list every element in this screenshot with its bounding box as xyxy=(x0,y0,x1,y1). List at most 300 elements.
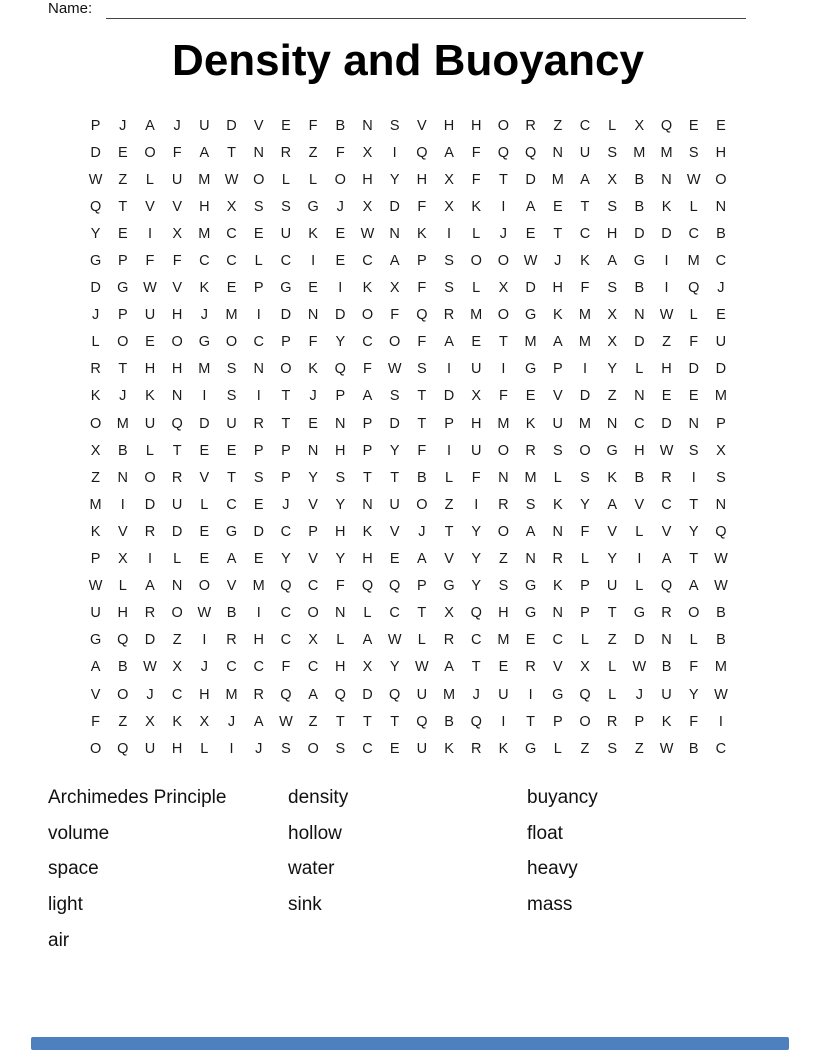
grid-letter: A xyxy=(226,551,237,568)
grid-letter: Q xyxy=(579,686,591,703)
grid-letter: C xyxy=(362,253,373,270)
grid-letter: I xyxy=(447,225,452,242)
grid-letter: U xyxy=(171,496,183,513)
grid-letter: H xyxy=(661,361,672,378)
grid-letter: L xyxy=(336,632,345,649)
grid-letter: Q xyxy=(334,361,346,378)
grid-letter: K xyxy=(362,523,373,540)
grid-letter: K xyxy=(661,198,672,215)
grid-letter: N xyxy=(688,415,699,432)
grid-letter: P xyxy=(417,578,427,595)
grid-letter: B xyxy=(716,632,726,649)
grid-letter: L xyxy=(145,171,154,188)
grid-letter: X xyxy=(172,659,182,676)
grid-letter: G xyxy=(89,253,102,270)
grid-letter: X xyxy=(498,280,509,297)
grid-letter: J xyxy=(282,496,290,513)
grid-letter: P xyxy=(90,551,101,568)
grid-letter: U xyxy=(144,740,156,757)
grid-letter: H xyxy=(715,144,727,161)
grid-letter: W xyxy=(659,442,674,459)
grid-letter: Y xyxy=(389,171,400,188)
grid-letter: X xyxy=(607,171,617,188)
grid-letter: M xyxy=(524,469,537,486)
grid-letter: T xyxy=(390,469,400,486)
grid-letter: I xyxy=(120,496,125,513)
grid-letter: J xyxy=(146,686,154,703)
grid-letter: H xyxy=(606,225,618,242)
grid-letter: K xyxy=(471,198,482,215)
grid-letter: U xyxy=(416,686,428,703)
grid-letter: R xyxy=(525,117,536,134)
grid-letter: N xyxy=(335,605,346,622)
grid-letter: X xyxy=(117,551,128,568)
word-list-item: heavy xyxy=(527,858,578,880)
grid-letter: Y xyxy=(389,442,400,459)
grid-letter: I xyxy=(447,361,452,378)
grid-letter: N xyxy=(552,605,564,622)
grid-letter: S xyxy=(389,388,400,405)
grid-letter: Z xyxy=(634,740,644,757)
grid-letter: S xyxy=(281,198,291,215)
grid-letter: E xyxy=(525,632,536,649)
grid-letter: G xyxy=(117,280,129,297)
grid-letter: K xyxy=(199,280,210,297)
grid-letter: L xyxy=(472,280,481,297)
grid-letter: I xyxy=(311,253,316,270)
grid-letter: N xyxy=(715,198,727,215)
grid-letter: R xyxy=(226,632,237,649)
grid-letter: M xyxy=(198,171,211,188)
grid-letter: B xyxy=(716,225,726,242)
grid-letter: J xyxy=(200,307,208,324)
grid-letter: O xyxy=(715,171,727,188)
grid-letter: B xyxy=(634,171,645,188)
grid-letter: X xyxy=(362,144,373,161)
grid-letter: U xyxy=(90,605,101,622)
grid-letter: F xyxy=(335,578,345,595)
grid-letter: A xyxy=(444,659,454,676)
name-label: Name: xyxy=(48,0,93,17)
grid-letter: R xyxy=(144,605,156,622)
grid-letter: O xyxy=(470,253,482,270)
grid-letter: X xyxy=(145,713,155,730)
grid-letter: E xyxy=(253,496,264,513)
grid-letter: Q xyxy=(89,198,102,215)
grid-letter: N xyxy=(634,307,645,324)
grid-letter: Q xyxy=(117,632,129,649)
grid-letter: Q xyxy=(470,713,482,730)
grid-letter: F xyxy=(281,659,291,676)
grid-letter: R xyxy=(661,605,672,622)
grid-letter: C xyxy=(307,578,319,595)
grid-letter: T xyxy=(281,415,291,432)
grid-letter: D xyxy=(525,280,536,297)
grid-letter: R xyxy=(443,307,455,324)
grid-letter: M xyxy=(714,388,727,405)
grid-letter: Q xyxy=(715,523,727,540)
grid-letter: D xyxy=(226,117,237,134)
grid-letter: C xyxy=(253,659,264,676)
grid-letter: T xyxy=(498,334,508,351)
grid-letter: Y xyxy=(389,659,400,676)
grid-letter: L xyxy=(173,551,182,568)
grid-letter: G xyxy=(307,198,319,215)
grid-letter: L xyxy=(91,334,100,351)
grid-letter: C xyxy=(226,253,237,270)
grid-letter: G xyxy=(524,740,537,757)
grid-letter: K xyxy=(308,361,318,378)
grid-letter: F xyxy=(335,144,345,161)
grid-letter: D xyxy=(389,415,400,432)
grid-letter: P xyxy=(117,253,128,270)
grid-letter: W xyxy=(387,361,402,378)
grid-letter: V xyxy=(552,388,563,405)
grid-letter: H xyxy=(552,280,564,297)
grid-letter: C xyxy=(715,740,727,757)
grid-letter: O xyxy=(497,307,510,324)
grid-letter: O xyxy=(144,469,156,486)
grid-letter: V xyxy=(199,469,210,486)
grid-letter: G xyxy=(198,334,210,351)
grid-letter: N xyxy=(552,144,564,161)
grid-letter: W xyxy=(686,171,701,188)
grid-letter: L xyxy=(145,442,154,459)
grid-letter: I xyxy=(501,361,506,378)
grid-letter: O xyxy=(497,523,510,540)
grid-letter: J xyxy=(309,388,317,405)
grid-letter: X xyxy=(362,198,373,215)
grid-letter: G xyxy=(606,442,618,459)
grid-letter: A xyxy=(688,578,699,595)
grid-letter: G xyxy=(633,605,645,622)
grid-letter: L xyxy=(200,496,209,513)
grid-letter: P xyxy=(90,117,101,134)
grid-letter: U xyxy=(715,334,727,351)
grid-letter: W xyxy=(387,632,402,649)
grid-letter: X xyxy=(444,605,454,622)
grid-letter: U xyxy=(389,496,400,513)
grid-letter: T xyxy=(227,144,236,161)
grid-letter: T xyxy=(444,523,454,540)
grid-letter: H xyxy=(144,361,156,378)
grid-letter: B xyxy=(444,713,454,730)
grid-letter: D xyxy=(525,171,536,188)
grid-letter: Y xyxy=(688,686,699,703)
grid-letter: H xyxy=(470,415,482,432)
grid-letter: V xyxy=(253,117,264,134)
grid-letter: B xyxy=(716,605,726,622)
grid-letter: A xyxy=(145,578,155,595)
grid-letter: W xyxy=(88,578,103,595)
grid-letter: P xyxy=(417,253,427,270)
grid-letter: J xyxy=(554,253,562,270)
grid-letter: N xyxy=(606,415,618,432)
grid-letter: P xyxy=(580,578,590,595)
grid-letter: I xyxy=(718,713,723,730)
grid-letter: N xyxy=(634,388,645,405)
grid-letter: E xyxy=(253,225,264,242)
grid-letter: X xyxy=(634,117,645,134)
grid-letter: S xyxy=(417,361,427,378)
grid-letter: I xyxy=(501,713,506,730)
grid-letter: A xyxy=(90,659,101,676)
grid-letter: N xyxy=(253,361,264,378)
grid-letter: J xyxy=(91,307,100,324)
grid-letter: U xyxy=(552,415,564,432)
grid-letter: D xyxy=(389,198,400,215)
grid-letter: D xyxy=(634,225,645,242)
grid-letter: P xyxy=(308,523,318,540)
grid-letter: A xyxy=(362,388,373,405)
grid-letter: F xyxy=(390,307,400,324)
grid-letter: E xyxy=(145,334,155,351)
grid-letter: C xyxy=(280,605,292,622)
grid-letter: H xyxy=(117,605,129,622)
grid-letter: L xyxy=(689,632,698,649)
grid-letter: D xyxy=(362,686,373,703)
grid-letter: L xyxy=(635,578,644,595)
grid-letter: L xyxy=(444,469,454,486)
grid-letter: J xyxy=(472,686,480,703)
grid-letter: F xyxy=(308,334,318,351)
grid-letter: M xyxy=(497,632,510,649)
grid-letter: T xyxy=(417,388,427,405)
grid-letter: P xyxy=(634,713,645,730)
grid-letter: E xyxy=(716,307,726,324)
grid-letter: A xyxy=(362,632,373,649)
grid-letter: I xyxy=(202,632,207,649)
grid-letter: I xyxy=(691,469,696,486)
grid-letter: O xyxy=(688,605,700,622)
grid-letter: W xyxy=(143,280,157,297)
grid-letter: L xyxy=(689,198,698,215)
grid-letter: S xyxy=(607,280,617,297)
grid-letter: U xyxy=(470,361,482,378)
grid-letter: S xyxy=(607,198,617,215)
grid-letter: E xyxy=(525,388,536,405)
grid-letter: F xyxy=(417,280,427,297)
grid-letter: S xyxy=(226,361,237,378)
grid-letter: W xyxy=(632,659,647,676)
grid-letter: I xyxy=(147,551,152,568)
grid-letter: P xyxy=(117,307,128,324)
grid-letter: Y xyxy=(607,551,617,568)
grid-letter: Z xyxy=(607,632,617,649)
grid-letter: N xyxy=(661,632,672,649)
grid-letter: V xyxy=(308,496,318,513)
grid-letter: O xyxy=(334,171,346,188)
grid-letter: U xyxy=(171,171,183,188)
grid-letter: J xyxy=(119,117,127,134)
grid-letter: E xyxy=(525,225,536,242)
grid-letter: Z xyxy=(553,117,563,134)
grid-letter: C xyxy=(280,632,292,649)
grid-letter: I xyxy=(147,225,152,242)
grid-letter: I xyxy=(474,496,479,513)
grid-letter: C xyxy=(634,415,645,432)
grid-letter: X xyxy=(389,280,400,297)
grid-letter: C xyxy=(661,496,672,513)
grid-letter: X xyxy=(90,442,101,459)
grid-letter: M xyxy=(578,334,592,351)
grid-letter: R xyxy=(443,632,455,649)
grid-letter: T xyxy=(417,415,427,432)
grid-letter: C xyxy=(715,253,727,270)
grid-letter: G xyxy=(552,686,564,703)
grid-letter: Y xyxy=(335,551,346,568)
grid-letter: P xyxy=(281,469,291,486)
grid-letter: Q xyxy=(416,713,428,730)
grid-letter: Y xyxy=(471,551,482,568)
grid-letter: S xyxy=(281,740,291,757)
grid-letter: T xyxy=(390,713,400,730)
grid-letter: S xyxy=(580,469,590,486)
grid-letter: O xyxy=(497,253,510,270)
grid-letter: Q xyxy=(470,605,482,622)
grid-letter: I xyxy=(528,686,533,703)
grid-letter: U xyxy=(606,578,618,595)
word-list-item: space xyxy=(48,858,99,880)
grid-letter: B xyxy=(634,198,645,215)
grid-letter: V xyxy=(607,523,617,540)
grid-letter: S xyxy=(552,442,563,459)
grid-letter: O xyxy=(89,415,102,432)
grid-letter: O xyxy=(280,361,292,378)
grid-letter: B xyxy=(335,117,346,134)
grid-letter: J xyxy=(119,388,127,405)
grid-letter: M xyxy=(89,496,102,513)
grid-letter: N xyxy=(335,415,346,432)
grid-letter: N xyxy=(362,496,373,513)
grid-letter: U xyxy=(144,415,156,432)
grid-letter: V xyxy=(226,578,237,595)
grid-letter: C xyxy=(579,117,591,134)
grid-letter: E xyxy=(226,442,237,459)
grid-letter: G xyxy=(524,605,537,622)
grid-letter: T xyxy=(689,551,699,568)
grid-letter: B xyxy=(117,442,128,459)
grid-letter: O xyxy=(171,334,183,351)
grid-letter: M xyxy=(225,686,238,703)
page-title: Density and Buoyancy xyxy=(172,36,644,85)
grid-letter: H xyxy=(335,442,346,459)
grid-letter: M xyxy=(252,578,265,595)
grid-letter: L xyxy=(363,605,372,622)
grid-letter: T xyxy=(526,713,536,730)
grid-letter: M xyxy=(116,415,129,432)
grid-letter: K xyxy=(308,225,318,242)
grid-letter: O xyxy=(579,713,591,730)
grid-letter: Z xyxy=(308,713,318,730)
grid-letter: O xyxy=(361,307,374,324)
word-list-item: buyancy xyxy=(527,786,598,808)
grid-letter: P xyxy=(362,442,373,459)
grid-letter: X xyxy=(607,307,617,324)
grid-letter: L xyxy=(553,740,562,757)
grid-letter: G xyxy=(280,280,292,297)
grid-letter: Q xyxy=(117,740,129,757)
grid-letter: I xyxy=(338,280,343,297)
grid-letter: N xyxy=(171,578,183,595)
grid-letter: T xyxy=(498,171,508,188)
grid-letter: K xyxy=(90,523,101,540)
grid-letter: V xyxy=(444,551,454,568)
word-list-column xyxy=(48,780,288,958)
grid-letter: L xyxy=(118,578,127,595)
grid-letter: A xyxy=(552,334,563,351)
grid-letter: W xyxy=(279,713,293,730)
grid-letter: F xyxy=(172,253,182,270)
grid-letter: O xyxy=(307,740,319,757)
grid-letter: C xyxy=(362,740,373,757)
grid-letter: S xyxy=(444,253,454,270)
grid-letter: P xyxy=(716,415,726,432)
grid-letter: F xyxy=(417,198,427,215)
grid-letter: C xyxy=(362,334,373,351)
grid-letter: M xyxy=(524,334,537,351)
grid-letter: D xyxy=(634,334,645,351)
grid-letter: L xyxy=(553,469,562,486)
grid-letter: M xyxy=(198,361,211,378)
word-list-item: water xyxy=(288,858,335,880)
grid-letter: F xyxy=(417,442,427,459)
grid-letter: F xyxy=(471,469,481,486)
grid-letter: K xyxy=(607,469,617,486)
grid-letter: Q xyxy=(497,144,510,161)
grid-letter: W xyxy=(659,740,674,757)
grid-letter: U xyxy=(416,740,428,757)
grid-letter: T xyxy=(363,469,372,486)
grid-letter: M xyxy=(442,686,456,703)
grid-letter: O xyxy=(171,605,183,622)
grid-letter: M xyxy=(687,253,700,270)
grid-letter: U xyxy=(280,225,292,242)
word-list-item: hollow xyxy=(288,822,342,844)
grid-letter: P xyxy=(362,415,373,432)
grid-letter: S xyxy=(607,740,617,757)
grid-letter: E xyxy=(253,551,264,568)
grid-letter: A xyxy=(607,496,617,513)
grid-letter: M xyxy=(470,307,483,324)
grid-letter: F xyxy=(689,334,699,351)
grid-letter: N xyxy=(253,144,264,161)
grid-letter: O xyxy=(416,496,428,513)
grid-letter: K xyxy=(444,740,454,757)
grid-letter: B xyxy=(226,605,237,622)
grid-letter: U xyxy=(579,144,591,161)
grid-letter: Q xyxy=(416,144,428,161)
grid-letter: P xyxy=(552,713,563,730)
grid-letter: N xyxy=(171,388,183,405)
grid-letter: S xyxy=(607,144,617,161)
grid-letter: R xyxy=(253,686,264,703)
grid-letter: D xyxy=(144,496,156,513)
grid-letter: F xyxy=(580,523,590,540)
word-list-item: float xyxy=(527,822,563,844)
grid-letter: K xyxy=(362,280,373,297)
grid-letter: O xyxy=(89,740,102,757)
grid-letter: W xyxy=(714,578,728,595)
grid-letter: P xyxy=(281,442,291,459)
grid-letter: T xyxy=(471,659,481,676)
grid-letter: D xyxy=(171,523,183,540)
grid-letter: D xyxy=(199,415,210,432)
grid-letter: L xyxy=(608,659,617,676)
grid-letter: K xyxy=(580,253,590,270)
grid-letter: Q xyxy=(688,280,700,297)
grid-letter: O xyxy=(117,334,129,351)
